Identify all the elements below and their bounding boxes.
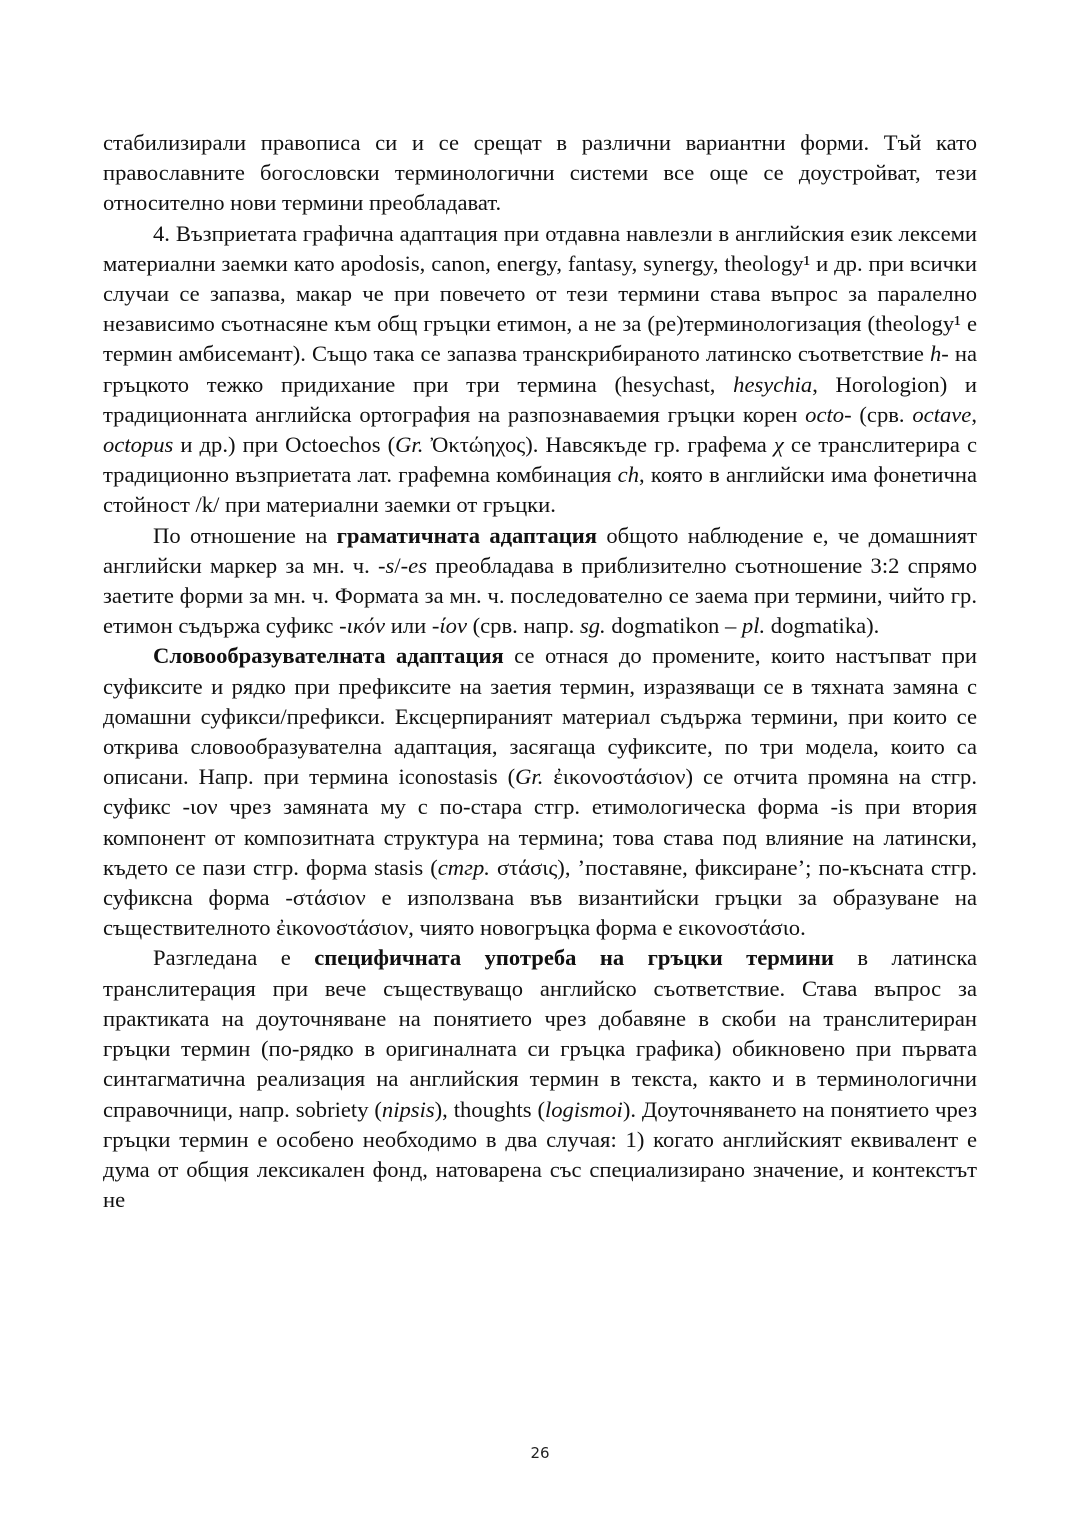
text-run: , която в английски има фонетична стойност /k/ при материални заемки от гръцки. <box>103 462 977 518</box>
italic-term: octo- <box>805 401 852 427</box>
text-run: dogmatikon – <box>605 613 742 639</box>
paragraph-specific-usage <box>103 943 977 1215</box>
italic-term: hesychia <box>733 371 813 397</box>
document-body <box>103 128 977 1215</box>
text-run: на гръцкото тежко придихание при три термина (hesychast, <box>103 341 977 397</box>
bold-term: Словообразувателната адаптация <box>153 643 504 669</box>
italic-term: ch <box>617 462 639 488</box>
paragraph-continuation <box>103 128 977 219</box>
text-run: или <box>385 613 432 639</box>
text-run: / <box>394 552 401 578</box>
text-run: Ὀκτώηχος). Навсякъде гр. графема <box>423 432 774 458</box>
text-run: се транслитерира с традиционно възприетата лат. графемна комбинация <box>103 432 977 488</box>
italic-term: -s <box>378 552 395 578</box>
bold-term: специфичната употреба на гръцки термини <box>314 945 834 971</box>
italic-term: Gr. <box>395 432 424 458</box>
paragraph-grammatical-adaptation <box>103 521 977 642</box>
text-run: ἐικονοστάσιον) се отчита промяна на стгр. суфикс -ιον чрез замяната му с по-стара стгр. етимологическа форма -is при втория компонент от композитната структура на термина; това става под влияние на латински, където се пази стгр. форма stasis ( <box>103 764 977 880</box>
page-number: 26 <box>530 1444 550 1462</box>
text-run: 4. Възприетата графична адаптация при отдавна навлезли в английския език лексеми материални заемки като apodosis, canon, energy, fantasy, synergy, theology¹ и др. при всички случаи се запазва, макар че при повечето от тези термини става въпрос за паралелно независимо съотнасяне към общ гръцки етимон, а не за (ре)терминологизация (theology¹ е термин амбисемант). Също така се запазва транскрибираното латинско съответствие <box>103 220 977 367</box>
italic-term: sg. <box>579 613 606 639</box>
text-run: ). Доуточняването на понятието чрез гръцки термин е особено необходимо в два случая: 1) когато английският еквивалент е дума от общия лексикален фонд, натоварена със специализирано значение, и контекстът не <box>103 1096 978 1213</box>
italic-term: -es <box>400 552 427 578</box>
text-run: общото наблюдение е, че домашният английски маркер за мн. ч. <box>103 522 977 578</box>
text-run: ), thoughts ( <box>434 1096 545 1122</box>
italic-term: χ <box>773 432 784 458</box>
text-run: По отношение на <box>153 522 337 548</box>
text-run: (срв. <box>851 401 913 427</box>
italic-term: стгр. <box>437 854 490 880</box>
text-run: в латинска транслитерация при вече съществуващо английско съответствие. Става въпрос за практиката на доуточняване на понятието чрез добавяне в скоби на транслитериран гръцки термин (по-рядко в оригиналната си гръцка графика) обикновено при първата синтагматична реализация на английския термин в текста, както и в терминологични справочници, напр. sobriety ( <box>103 945 977 1122</box>
text-run: (срв. напр. <box>466 613 580 639</box>
italic-term: Gr. <box>515 764 544 790</box>
text-run: и др.) при Octoechos ( <box>173 432 396 458</box>
paragraph-word-formation-adaptation <box>103 641 977 943</box>
bold-term: граматичната адаптация <box>336 522 597 548</box>
text-run: , Horologion) и традиционната английска ортография на разпознаваемия гръцки корен <box>103 371 977 427</box>
text-run: στάσις), ’поставяне, фиксиране’; по-късната стгр. суфиксна форма -στάσιον е използвана във византийски гръцки за образуване на съществителното ἐικονοστάσιον, чиято новогръцка форма е εικονοστάσιο. <box>103 854 977 941</box>
text-run: Разгледана е <box>153 945 315 971</box>
italic-term: pl. <box>741 613 766 639</box>
italic-term: octave <box>912 401 972 427</box>
paragraph-graphic-adaptation <box>103 219 977 521</box>
italic-term: h- <box>929 341 949 367</box>
text-run: стабилизирали правописа си и се срещат в различни вариантни форми. Тъй като православните богословски терминологични системи все още се доустройват, тези относително нови термини преобладават. <box>103 130 977 216</box>
italic-term: octopus <box>103 432 174 458</box>
text-run: dogmatika). <box>765 613 880 639</box>
italic-term: logismoi <box>544 1096 623 1122</box>
italic-term: -ίον <box>431 613 467 639</box>
text-run: , <box>971 401 977 427</box>
italic-term: -ικόν <box>339 613 386 639</box>
italic-term: nipsis <box>381 1096 435 1122</box>
text-run: преобладава в приблизително съотношение 3:2 спрямо заетите форми за мн. ч. Формата за мн. ч. последователно се заема при термини, чийто гр. етимон съдържа суфикс <box>103 552 978 639</box>
text-run: се отнася до промените, които настъпват при суфиксите и рядко при префиксите на заетия термин, изразяващи се в тяхната замяна с домашни суфикси/префикси. Ексцерпираният материал съдържа термини, при които се открива словообразувателна адаптация, засягаща суфиксите, по три модела, които са описани. Напр. при термина iconostasis ( <box>103 643 977 790</box>
